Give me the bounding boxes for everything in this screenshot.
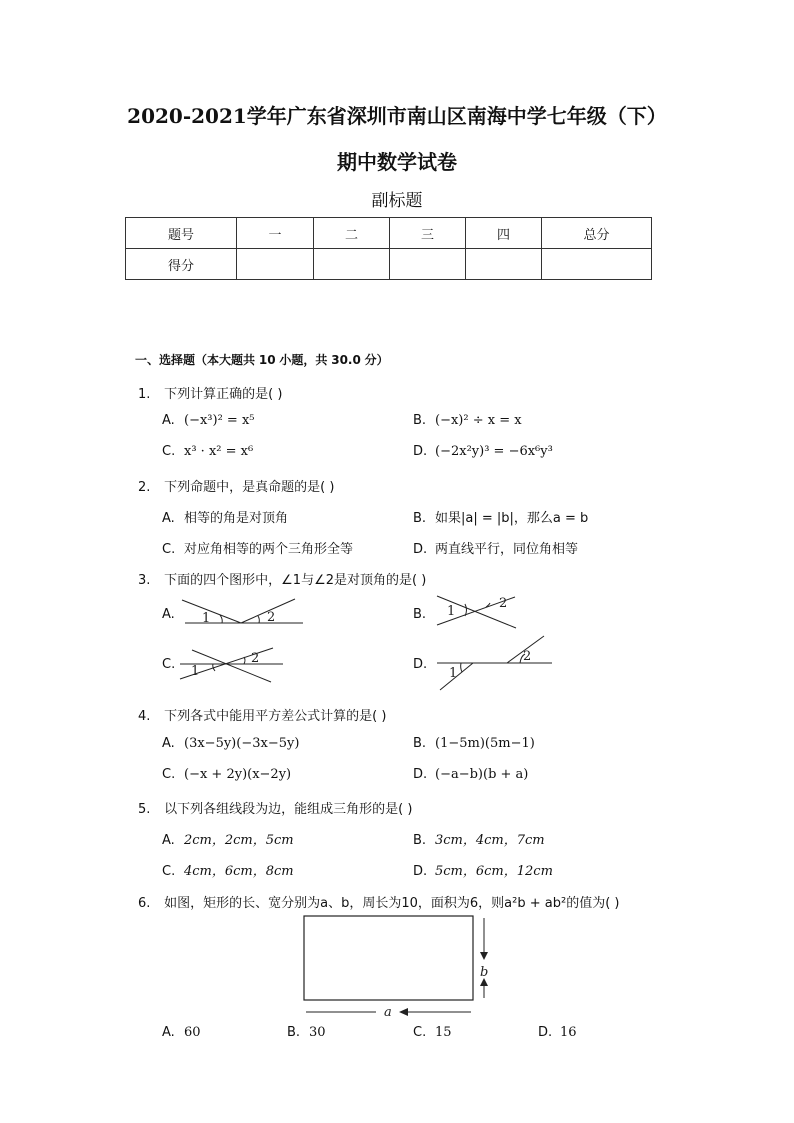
option-label: A. bbox=[162, 1025, 175, 1040]
option-label: C. bbox=[162, 444, 176, 459]
q4-option-a[interactable] bbox=[162, 736, 299, 751]
section-points: 30.0 bbox=[331, 353, 361, 367]
q3-option-c-label[interactable]: C. bbox=[162, 657, 176, 672]
option-text: 60 bbox=[184, 1025, 201, 1040]
q3-option-a-label[interactable]: A. bbox=[162, 607, 175, 622]
figure-a bbox=[182, 599, 303, 623]
option-text: (−2x²y)³ = −6x⁶y³ bbox=[435, 444, 553, 459]
option-text: 两直线平行，同位角相等 bbox=[435, 542, 579, 557]
question-6 bbox=[138, 892, 619, 911]
q6-option-a[interactable] bbox=[162, 1025, 201, 1040]
option-text: 5cm，6cm，12cm bbox=[435, 864, 553, 879]
option-label: A. bbox=[162, 413, 175, 428]
option-text: 2cm，2cm，5cm bbox=[184, 833, 294, 848]
question-stem: 下列各式中能用平方差公式计算的是( ) bbox=[164, 709, 387, 724]
option-label: D. bbox=[413, 767, 428, 782]
question-number: 5. bbox=[138, 802, 151, 817]
q5-option-d[interactable] bbox=[413, 860, 553, 879]
q5-option-c[interactable] bbox=[162, 860, 294, 879]
option-text: 15 bbox=[435, 1025, 452, 1040]
doc-subtitle: 副标题 bbox=[371, 191, 423, 211]
figure-d bbox=[437, 636, 552, 690]
question-number: 4. bbox=[138, 709, 151, 724]
q5-option-b[interactable] bbox=[413, 829, 545, 848]
score-cell: 得分 bbox=[126, 249, 237, 280]
option-label: D. bbox=[413, 864, 428, 879]
section-heading-text: 一、选择题（本大题共 bbox=[135, 353, 256, 367]
angle-label: 1 bbox=[191, 664, 200, 679]
option-label: C. bbox=[413, 1025, 427, 1040]
option-label: C. bbox=[162, 864, 176, 879]
arrowhead-icon bbox=[399, 1008, 408, 1016]
option-text: (1−5m)(5m−1) bbox=[435, 736, 535, 751]
option-label: B. bbox=[413, 511, 427, 526]
score-cell: 总分 bbox=[542, 218, 652, 249]
question-stem: 如图，矩形的长、宽分别为a、b，周长为10，面积为6，则a²b + ab²的值为( ) bbox=[164, 896, 620, 911]
rectangle bbox=[304, 916, 473, 1000]
section-mid: 小题，共 bbox=[279, 353, 328, 367]
score-cell: 三 bbox=[390, 218, 466, 249]
option-text: 相等的角是对顶角 bbox=[184, 511, 289, 526]
q6-option-c[interactable] bbox=[413, 1025, 452, 1040]
option-text: (−x³)² = x⁵ bbox=[184, 413, 255, 428]
q4-option-c[interactable] bbox=[162, 767, 291, 782]
question-number: 6. bbox=[138, 896, 151, 911]
question-stem: 下面的四个图形中，∠1与∠2是对顶角的是( ) bbox=[164, 573, 427, 588]
question-stem: 以下列各组线段为边，能组成三角形的是( ) bbox=[164, 802, 413, 817]
option-text: 16 bbox=[560, 1025, 577, 1040]
option-text: 30 bbox=[309, 1025, 326, 1040]
score-cell: 四 bbox=[466, 218, 542, 249]
doc-title-line1: 2020-2021学年广东省深圳市南山区南海中学七年级（下） bbox=[127, 104, 667, 128]
option-text: 3cm，4cm，7cm bbox=[435, 833, 545, 848]
angle-label: 2 bbox=[267, 610, 276, 625]
score-cell: 题号 bbox=[126, 218, 237, 249]
option-label: B. bbox=[413, 736, 427, 751]
question-number: 3. bbox=[138, 573, 151, 588]
q6-option-d[interactable] bbox=[538, 1025, 577, 1040]
angle-label: 2 bbox=[523, 649, 532, 664]
q5-option-a[interactable] bbox=[162, 829, 294, 848]
option-text: (−x)² ÷ x = x bbox=[435, 413, 522, 428]
option-text: 4cm，6cm，8cm bbox=[184, 864, 294, 879]
option-text: (3x−5y)(−3x−5y) bbox=[184, 736, 300, 751]
q4-option-b[interactable] bbox=[413, 736, 535, 751]
option-text: (−x + 2y)(x−2y) bbox=[184, 767, 292, 782]
question-number: 2. bbox=[138, 480, 151, 495]
option-text: (−a−b)(b + a) bbox=[435, 767, 529, 782]
option-label: A. bbox=[162, 511, 175, 526]
option-label: C. bbox=[162, 542, 176, 557]
q3-option-d-label[interactable]: D. bbox=[413, 657, 428, 672]
question-4 bbox=[138, 705, 386, 724]
option-label: B. bbox=[413, 413, 427, 428]
angle-label: 2 bbox=[251, 651, 260, 666]
q6-option-b[interactable] bbox=[287, 1025, 326, 1040]
option-label: A. bbox=[162, 736, 175, 751]
question-5 bbox=[138, 798, 412, 817]
option-label: B. bbox=[287, 1025, 301, 1040]
option-label: D. bbox=[413, 542, 428, 557]
question-number: 1. bbox=[138, 387, 151, 402]
arrowhead-icon bbox=[480, 952, 488, 960]
question-stem: 下列计算正确的是( ) bbox=[164, 387, 283, 402]
section-tail: 分） bbox=[364, 353, 389, 367]
option-text: 对应角相等的两个三角形全等 bbox=[184, 542, 354, 557]
option-text: 如果|a| = |b|，那么a = b bbox=[435, 511, 589, 526]
angle-label: 1 bbox=[447, 604, 456, 619]
score-cell: 二 bbox=[314, 218, 390, 249]
angle-label: 2 bbox=[499, 596, 508, 611]
question-stem: 下列命题中，是真命题的是( ) bbox=[164, 480, 335, 495]
section-count: 10 bbox=[258, 353, 276, 367]
angle-label: 1 bbox=[202, 611, 211, 626]
dimension-label-a: a bbox=[384, 1005, 392, 1020]
angle-label: 1 bbox=[449, 666, 458, 681]
q3-option-b-label[interactable]: B. bbox=[413, 607, 427, 622]
doc-title-line2: 期中数学试卷 bbox=[337, 150, 457, 174]
option-text: x³ · x² = x⁶ bbox=[184, 444, 254, 459]
q4-option-d[interactable] bbox=[413, 767, 528, 782]
option-label: D. bbox=[538, 1025, 553, 1040]
option-label: A. bbox=[162, 833, 175, 848]
dimension-label-b: b bbox=[480, 965, 489, 980]
score-cell: 一 bbox=[237, 218, 314, 249]
rectangle-figure bbox=[300, 912, 500, 1022]
option-label: D. bbox=[413, 444, 428, 459]
option-label: B. bbox=[413, 833, 427, 848]
option-label: C. bbox=[162, 767, 176, 782]
